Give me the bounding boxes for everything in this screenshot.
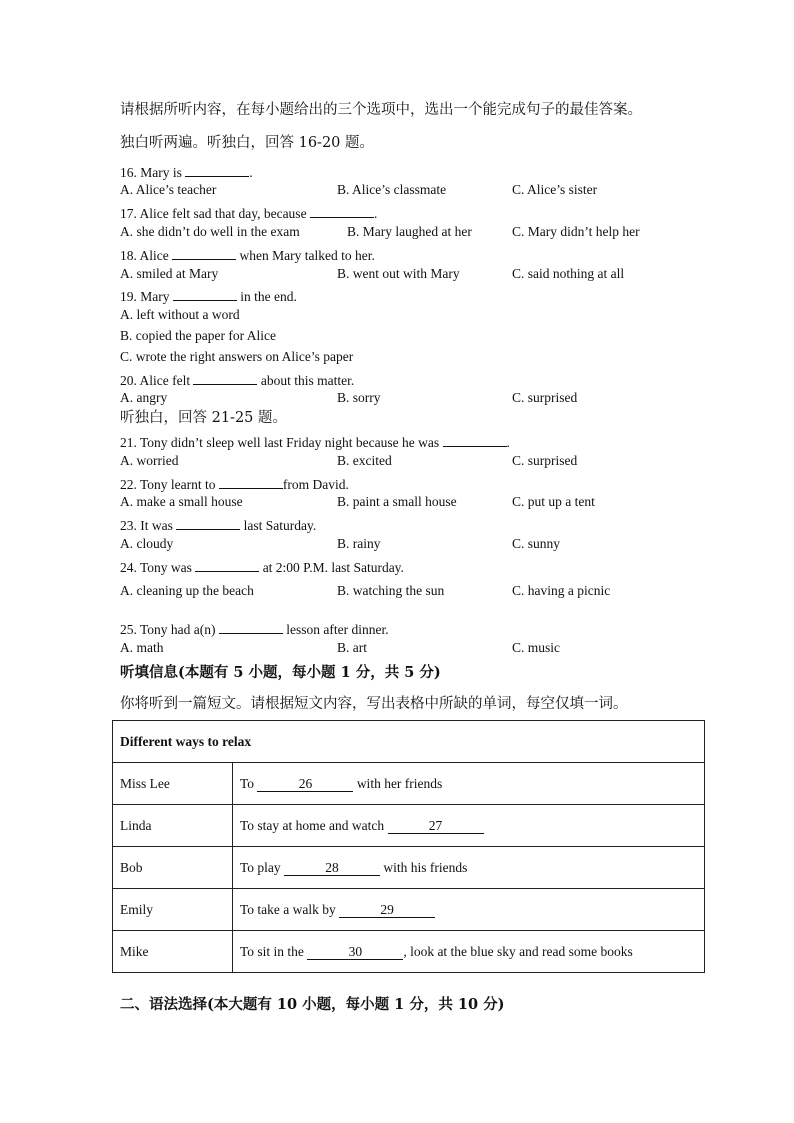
option-c: C. surprised — [512, 453, 578, 468]
question-stem: 18. Alice — [120, 248, 173, 263]
question-22 — [120, 473, 349, 494]
option-b: B. excited — [337, 453, 392, 468]
person-name: Linda — [113, 805, 233, 847]
activity-cell — [233, 889, 705, 931]
question-stem-end: last Saturday. — [240, 518, 317, 533]
table-header-row — [113, 721, 705, 763]
answer-blank — [172, 244, 236, 260]
question-25 — [120, 618, 389, 639]
option-b: B. watching the sun — [337, 583, 445, 598]
question-stem: 24. Tony was — [120, 560, 196, 575]
option-a: A. Alice’s teacher — [120, 182, 217, 197]
instruction-line-1: 请根据所听内容，在每小题给出的三个选项中，选出一个能完成句子的最佳答案。 — [120, 102, 642, 118]
fill-section-title: 听填信息(本题有 5 小题，每小题 1 分，共 5 分) — [120, 664, 441, 681]
relax-info-table — [112, 720, 705, 973]
table-row — [113, 763, 705, 805]
option-c: C. said nothing at all — [512, 266, 625, 281]
option-b: B. went out with Mary — [337, 266, 460, 281]
activity-text: To stay at home and watch — [240, 817, 388, 833]
table-row — [113, 805, 705, 847]
option-a: A. left without a word — [120, 307, 240, 322]
table-row — [113, 889, 705, 931]
answer-blank — [219, 618, 283, 634]
answer-blank: 29 — [339, 903, 435, 918]
question-21 — [120, 431, 510, 452]
question-stem-end: at 2:00 P.M. last Saturday. — [259, 560, 404, 575]
activity-text-end: with his friends — [380, 859, 468, 875]
section-b-title: 听独白，回答 21-25 题。 — [120, 410, 288, 426]
fill-section-instruction: 你将听到一篇短文。请根据短文内容，写出表格中所缺的单词，每空仅填一词。 — [120, 696, 628, 712]
option-c: C. put up a tent — [512, 494, 595, 509]
option-b: B. Alice’s classmate — [337, 182, 447, 197]
question-stem: 21. Tony didn’t sleep well last Friday night because he was — [120, 435, 443, 450]
answer-blank: 27 — [388, 819, 484, 834]
question-19 — [120, 285, 297, 306]
question-stem-end: . — [249, 165, 253, 180]
activity-text: To — [240, 775, 258, 791]
option-a: A. make a small house — [120, 494, 243, 509]
person-name: Mike — [113, 931, 233, 973]
option-a: A. math — [120, 640, 164, 655]
option-b: B. sorry — [337, 390, 381, 405]
answer-blank — [219, 473, 283, 489]
table-row — [113, 931, 705, 973]
option-c: C. wrote the right answers on Alice’s paper — [120, 349, 354, 364]
question-24 — [120, 556, 404, 577]
activity-cell — [233, 763, 705, 805]
question-stem-end: from David. — [282, 477, 349, 492]
activity-text-end: , look at the blue sky and read some books — [403, 943, 633, 959]
question-stem: 16. Mary is — [120, 165, 186, 180]
question-stem: 17. Alice felt sad that day, because — [120, 206, 310, 221]
activity-cell — [233, 847, 705, 889]
answer-blank — [193, 369, 257, 385]
answer-blank: 30 — [307, 945, 403, 960]
answer-blank — [176, 514, 240, 530]
instruction-line-2: 独白听两遍。听独白，回答 16-20 题。 — [120, 135, 375, 151]
question-23 — [120, 514, 316, 535]
question-stem-end: lesson after dinner. — [282, 622, 389, 637]
question-stem: 23. It was — [120, 518, 177, 533]
question-17 — [120, 202, 377, 223]
activity-cell — [233, 931, 705, 973]
activity-cell — [233, 805, 705, 847]
answer-blank: 26 — [257, 777, 353, 792]
option-b: B. rainy — [337, 536, 381, 551]
option-a: A. angry — [120, 390, 168, 405]
question-20 — [120, 369, 354, 390]
option-c: C. surprised — [512, 390, 578, 405]
option-a: A. cleaning up the beach — [120, 583, 254, 598]
option-b: B. art — [337, 640, 367, 655]
person-name: Bob — [113, 847, 233, 889]
activity-text-end: with her friends — [353, 775, 443, 791]
option-a: A. cloudy — [120, 536, 174, 551]
option-b: B. copied the paper for Alice — [120, 328, 276, 343]
option-a: A. smiled at Mary — [120, 266, 219, 281]
activity-text: To sit in the — [240, 943, 308, 959]
activity-text: To play — [240, 859, 285, 875]
question-stem: 20. Alice felt — [120, 373, 194, 388]
answer-blank: 28 — [284, 861, 380, 876]
option-c: C. Alice’s sister — [512, 182, 598, 197]
question-stem: 19. Mary — [120, 289, 173, 304]
table-header: Different ways to relax — [113, 721, 705, 763]
question-18 — [120, 244, 375, 265]
answer-blank — [310, 202, 374, 218]
option-a: A. worried — [120, 453, 179, 468]
question-stem: 25. Tony had a(n) — [120, 622, 219, 637]
person-name: Emily — [113, 889, 233, 931]
option-b: B. Mary laughed at her — [347, 224, 472, 239]
option-b: B. paint a small house — [337, 494, 457, 509]
option-c: C. having a picnic — [512, 583, 611, 598]
table-row — [113, 847, 705, 889]
option-c: C. music — [512, 640, 561, 655]
question-16 — [120, 161, 253, 182]
answer-blank — [185, 161, 249, 177]
grammar-section-title: 二、语法选择(本大题有 10 小题，每小题 1 分，共 10 分) — [120, 996, 505, 1013]
question-stem-end: in the end. — [236, 289, 297, 304]
option-c: C. sunny — [512, 536, 561, 551]
answer-blank — [443, 431, 507, 447]
question-stem: 22. Tony learnt to — [120, 477, 219, 492]
option-a: A. she didn’t do well in the exam — [120, 224, 300, 239]
question-stem-end: when Mary talked to her. — [236, 248, 375, 263]
person-name: Miss Lee — [113, 763, 233, 805]
question-stem-end: . — [506, 435, 510, 450]
answer-blank — [195, 556, 259, 572]
answer-blank — [173, 285, 237, 301]
question-stem-end: . — [373, 206, 378, 221]
question-stem-end: about this matter. — [257, 373, 355, 388]
activity-text: To take a walk by — [240, 901, 340, 917]
option-c: C. Mary didn’t help her — [512, 224, 640, 239]
